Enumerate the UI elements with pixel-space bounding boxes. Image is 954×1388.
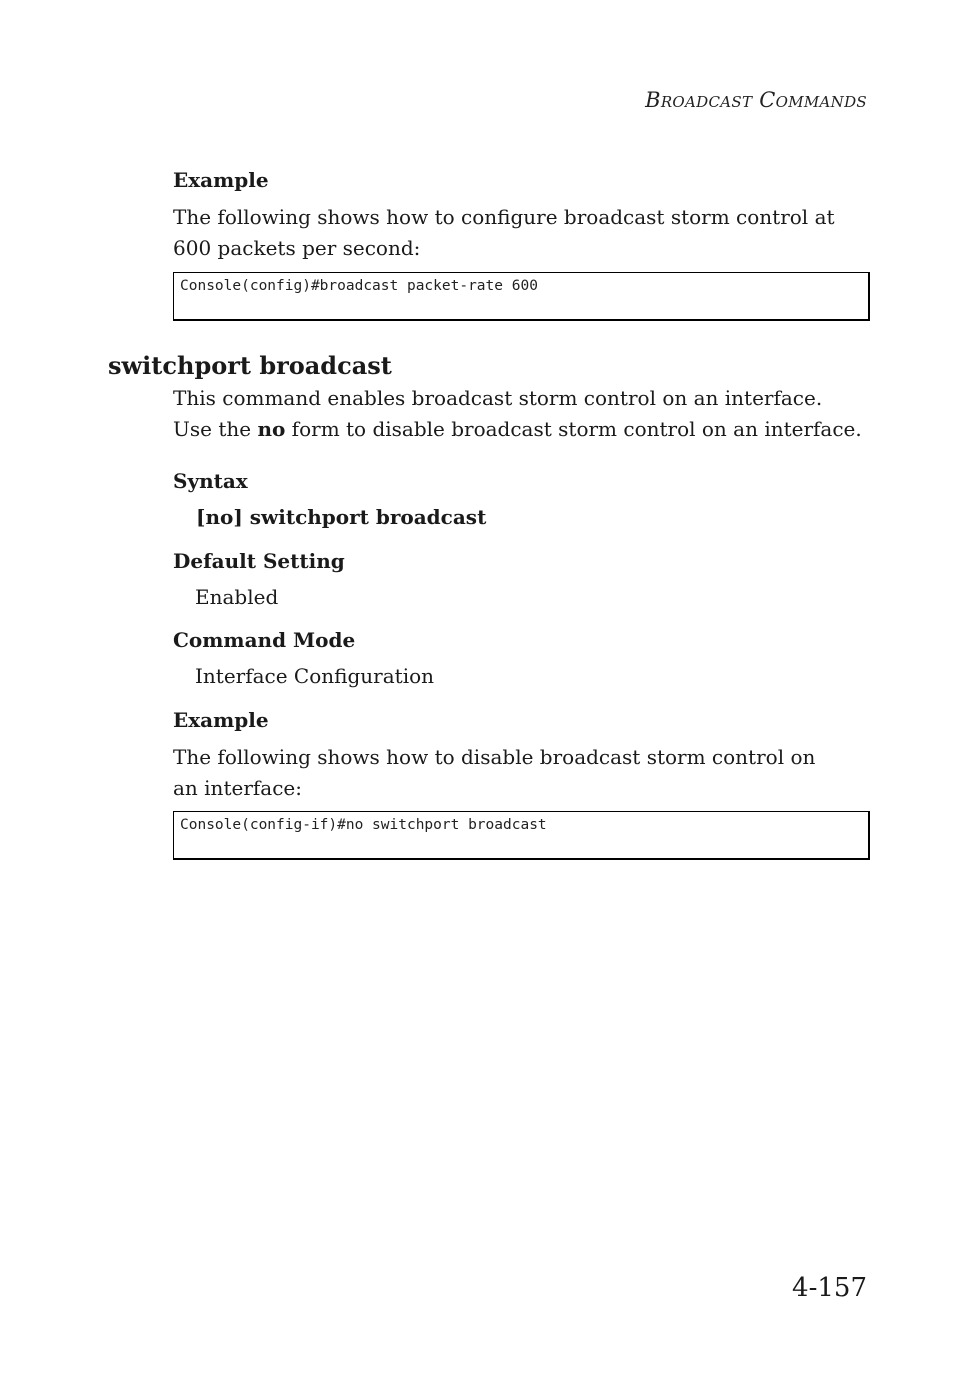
command-description — [173, 383, 863, 445]
running-header: Broadcast Commands — [645, 88, 867, 112]
example-heading: Example — [173, 168, 269, 192]
command-title: switchport broadcast — [108, 351, 392, 380]
example-description-2: The following shows how to disable broadcast storm control on an interface: — [173, 745, 816, 800]
command-mode-value: Interface Configuration — [195, 664, 435, 688]
code-example: Console(config)#broadcast packet-rate 600 — [173, 272, 870, 321]
default-setting-value: Enabled — [195, 585, 279, 609]
description-rest: form to disable broadcast storm control on an interface. — [285, 417, 862, 441]
default-setting-heading: Default Setting — [173, 549, 345, 573]
syntax-command: [no] switchport broadcast — [196, 505, 487, 529]
description-intro: This command enables broadcast storm control on an interface. Use the — [173, 386, 823, 441]
syntax-heading: Syntax — [173, 469, 248, 493]
command-mode-heading: Command Mode — [173, 628, 356, 652]
page-number: 4-157 — [792, 1273, 867, 1303]
example-heading-2: Example — [173, 708, 269, 732]
no-keyword: no — [257, 417, 286, 441]
example-description: The following shows how to configure broadcast storm control at 600 packets per second: — [173, 205, 835, 260]
code-example-2: Console(config-if)#no switchport broadcast — [173, 811, 870, 860]
